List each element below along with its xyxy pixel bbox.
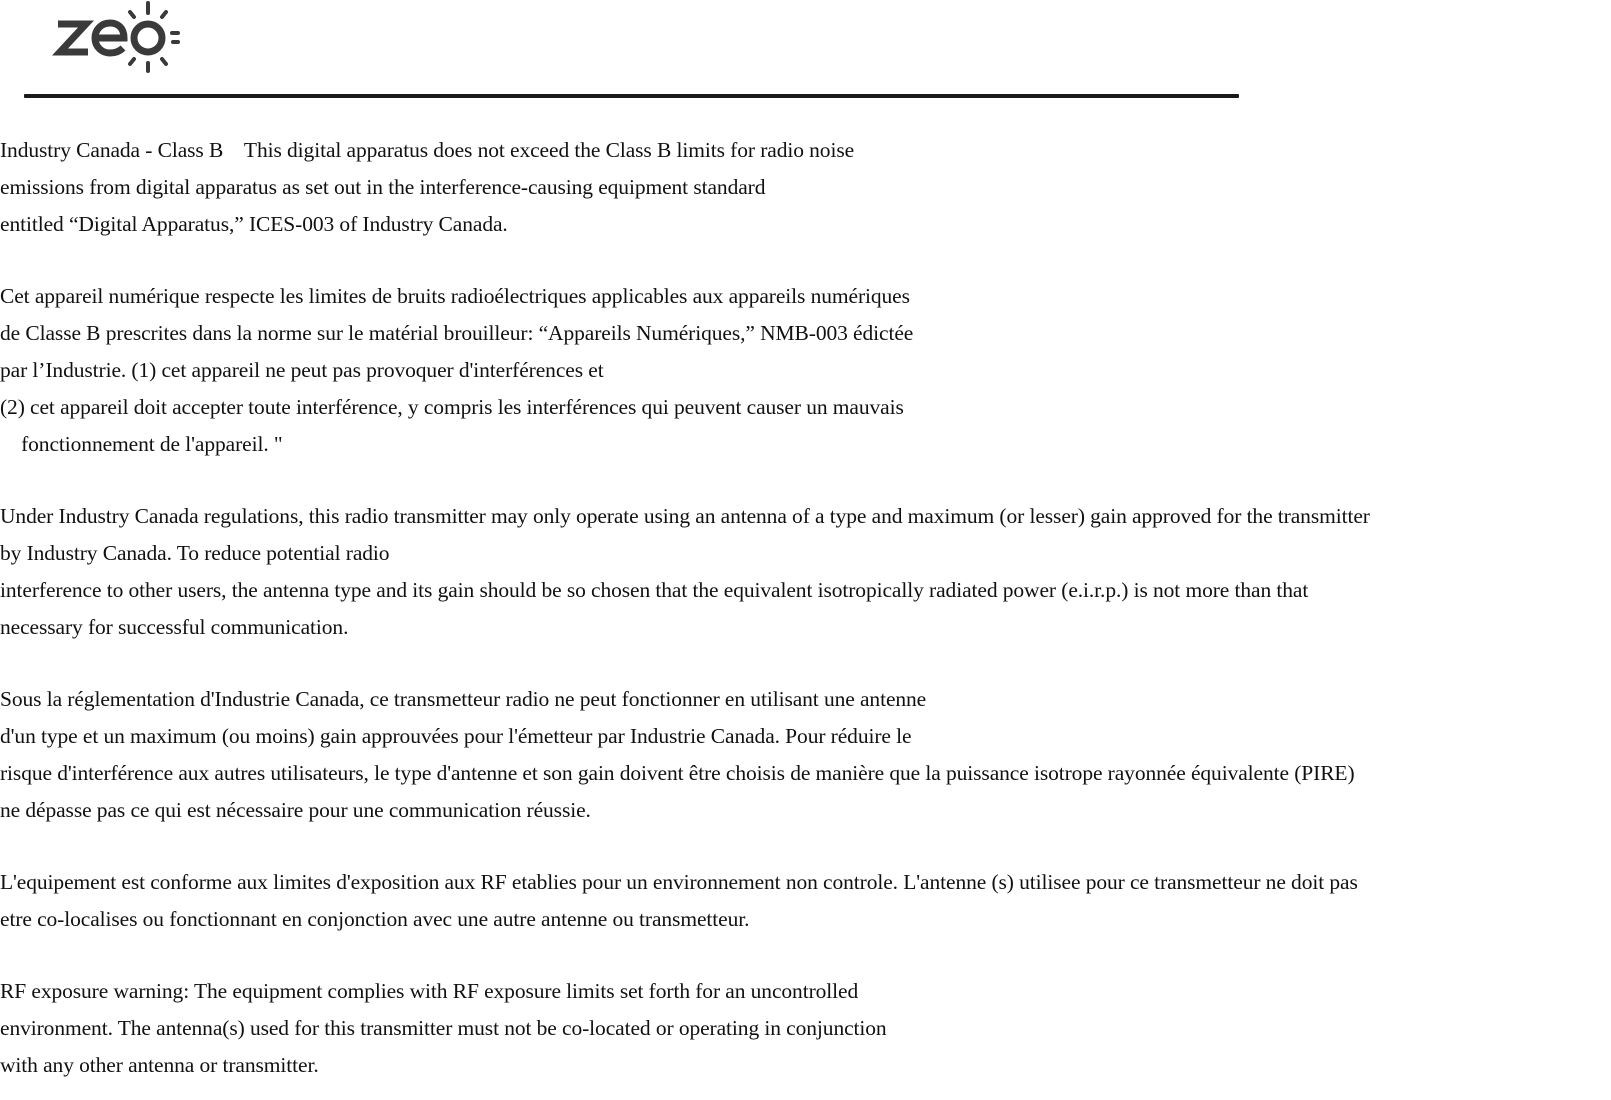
paragraph-industry-canada-class-b [0, 132, 1611, 243]
paragraph-gap [0, 463, 1611, 498]
text-line: de Classe B prescrites dans la norme sur le matérial brouilleur: “Appareils Numériques,” NMB-003 édictée [0, 321, 914, 345]
paragraph-transmitter-regulations [0, 498, 1611, 646]
text-line: by Industry Canada. To reduce potential radio [0, 541, 390, 565]
text-line: Under Industry Canada regulations, this radio transmitter may only operate using an antenna of a type and maximum (or lesser) gain approved for the transmitter [0, 504, 1370, 528]
paragraph-reglementation-fr [0, 681, 1611, 829]
text-line: entitled “Digital Apparatus,” ICES-003 of Industry Canada. [0, 212, 508, 236]
text-line: emissions from digital apparatus as set out in the interference-causing equipment standard [0, 175, 766, 199]
compliance-text [0, 132, 1611, 1084]
text-line: etre co-localises ou fonctionnant en conjonction avec une autre antenne ou transmetteur. [0, 907, 750, 931]
text-line: necessary for successful communication. [0, 615, 349, 639]
text-line: risque d'interférence aux autres utilisateurs, le type d'antenne et son gain doivent être choisis de manière que la puissance isotrope rayonnée équivalente (PIRE) [0, 761, 1355, 785]
paragraph-classe-b-fr [0, 278, 1611, 463]
paragraph-rf-exposure-warning [0, 973, 1611, 1084]
text-line: ne dépasse pas ce qui est nécessaire pour une communication réussie. [0, 798, 591, 822]
paragraph-gap [0, 243, 1611, 278]
text-line: RF exposure warning: The equipment complies with RF exposure limits set forth for an uncontrolled [0, 979, 859, 1003]
text-line: fonctionnement de l'appareil. " [0, 432, 283, 456]
paragraph-gap [0, 646, 1611, 681]
text-line: d'un type et un maximum (ou moins) gain approuvées pour l'émetteur par Industrie Canada. Pour réduire le [0, 724, 912, 748]
text-line: L'equipement est conforme aux limites d'exposition aux RF etablies pour un environnement non controle. L'antenne (s) utilisee pour ce transmetteur ne doit pas [0, 870, 1358, 894]
paragraph-exposition-rf-fr [0, 864, 1611, 938]
text-line: with any other antenna or transmitter. [0, 1053, 319, 1077]
text-line: Cet appareil numérique respecte les limites de bruits radioélectriques applicables aux appareils numériques [0, 284, 910, 308]
paragraph-gap [0, 938, 1611, 973]
text-line: interference to other users, the antenna type and its gain should be so chosen that the equivalent isotropically radiated power (e.i.r.p.) is not more than that [0, 578, 1309, 602]
text-line: Sous la réglementation d'Industrie Canada, ce transmetteur radio ne peut fonctionner en utilisant une antenne [0, 687, 927, 711]
text-line: (2) cet appareil doit accepter toute interférence, y compris les interférences qui peuvent causer un mauvais [0, 395, 904, 419]
text-line: Industry Canada - Class B This digital apparatus does not exceed the Class B limits for radio noise [0, 138, 855, 162]
paragraph-gap [0, 829, 1611, 864]
text-line: environment. The antenna(s) used for this transmitter must not be co-located or operating in conjunction [0, 1016, 887, 1040]
zeo-logo [52, 0, 192, 74]
header-divider [24, 94, 1239, 98]
text-line: par l’Industrie. (1) cet appareil ne peut pas provoquer d'interférences et [0, 358, 604, 382]
